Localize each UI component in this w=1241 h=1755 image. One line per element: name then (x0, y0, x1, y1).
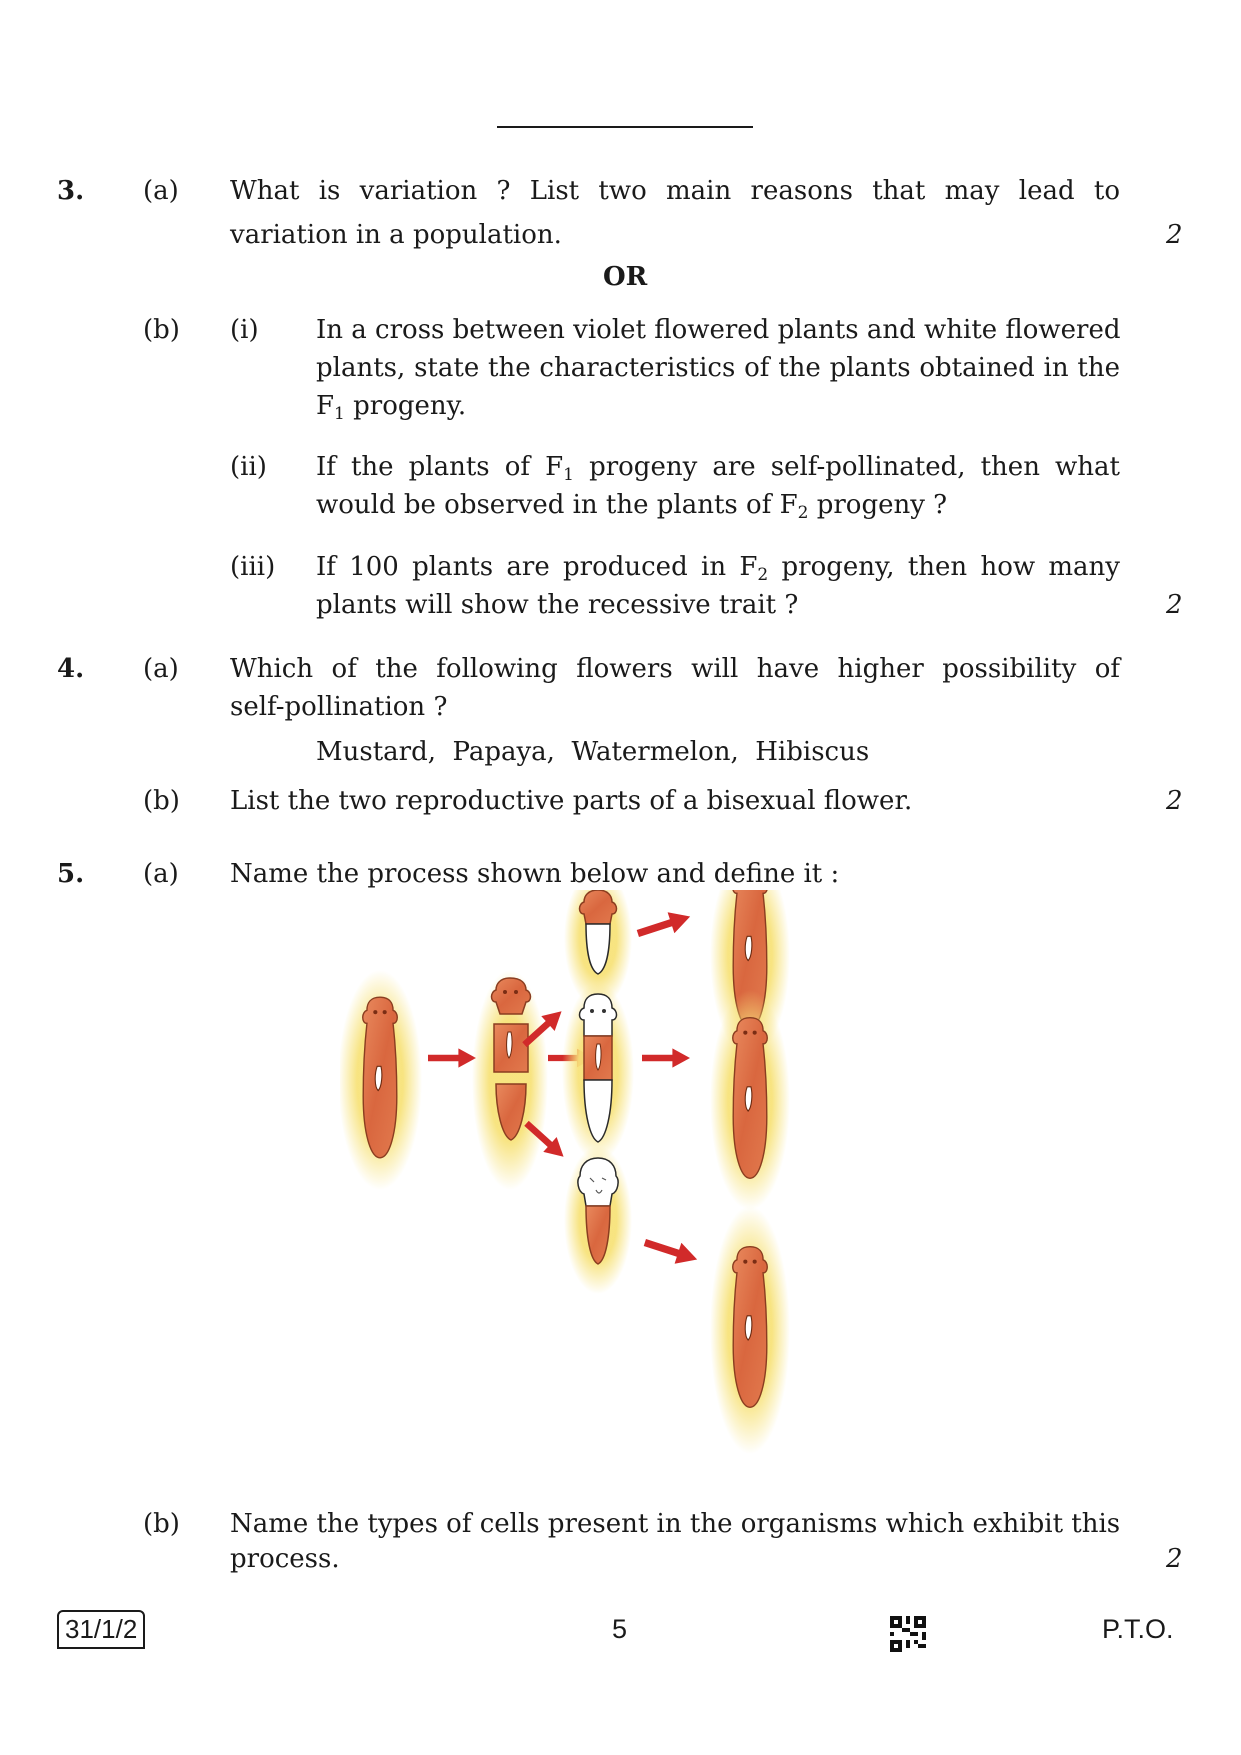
question-text: Which of the following flowers will have higher possibility of (230, 654, 1120, 684)
regeneration-figure (340, 890, 900, 1500)
question-text: variation in a population. (230, 220, 562, 250)
marks: 2 (1166, 220, 1183, 250)
question-text: would be observed in the plants of $F_2$ progeny ? (316, 490, 948, 523)
question-text: process. (230, 1544, 340, 1574)
part-label: (a) (143, 176, 179, 206)
question-text: List the two reproductive parts of a bisexual flower. (230, 786, 913, 816)
planaria-regenerated (733, 1018, 768, 1179)
marks: 2 (1166, 786, 1183, 816)
part-label: (a) (143, 859, 179, 889)
subpart-label: (ii) (230, 452, 267, 482)
question-number: 4. (57, 654, 85, 684)
question-text: plants will show the recessive trait ? (316, 590, 799, 620)
planaria-regenerated (733, 1247, 768, 1408)
planaria-original (363, 997, 398, 1158)
question-text: What is variation ? List two main reasons that may lead to (230, 176, 1120, 206)
question-text: In a cross between violet flowered plants and white flowered (316, 315, 1121, 345)
or-separator: OR (603, 262, 648, 292)
question-text: $F_1$ progeny. (316, 391, 467, 424)
marks: 2 (1166, 1544, 1183, 1574)
arrow-icon (642, 1048, 690, 1067)
subpart-label: (iii) (230, 552, 276, 582)
page-number: 5 (612, 1614, 628, 1644)
question-text: Name the process shown below and define it : (230, 859, 840, 889)
question-number: 5. (57, 859, 85, 889)
header-rule (497, 126, 753, 128)
part-label: (b) (143, 1509, 180, 1539)
arrow-icon (428, 1048, 476, 1067)
qr-code-icon (890, 1616, 926, 1652)
subpart-label: (i) (230, 315, 259, 345)
arrow-icon (634, 906, 693, 944)
pto-label: P.T.O. (1102, 1614, 1174, 1644)
part-label: (b) (143, 315, 180, 345)
part-label: (b) (143, 786, 180, 816)
question-text: Name the types of cells present in the organisms which exhibit this (230, 1509, 1121, 1539)
marks: 2 (1166, 590, 1183, 620)
flower-options: Mustard, Papaya, Watermelon, Hibiscus (316, 737, 870, 767)
part-label: (a) (143, 654, 179, 684)
question-text: self-pollination ? (230, 692, 448, 722)
paper-code: 31/1/2 (57, 1610, 145, 1649)
question-number: 3. (57, 176, 85, 206)
question-text: If 100 plants are produced in $F_2$ progeny, then how many (316, 552, 1120, 585)
arrow-icon (641, 1232, 700, 1270)
question-text: plants, state the characteristics of the plants obtained in the (316, 353, 1120, 383)
question-text: If the plants of $F_1$ progeny are self-pollinated, then what (316, 452, 1120, 485)
